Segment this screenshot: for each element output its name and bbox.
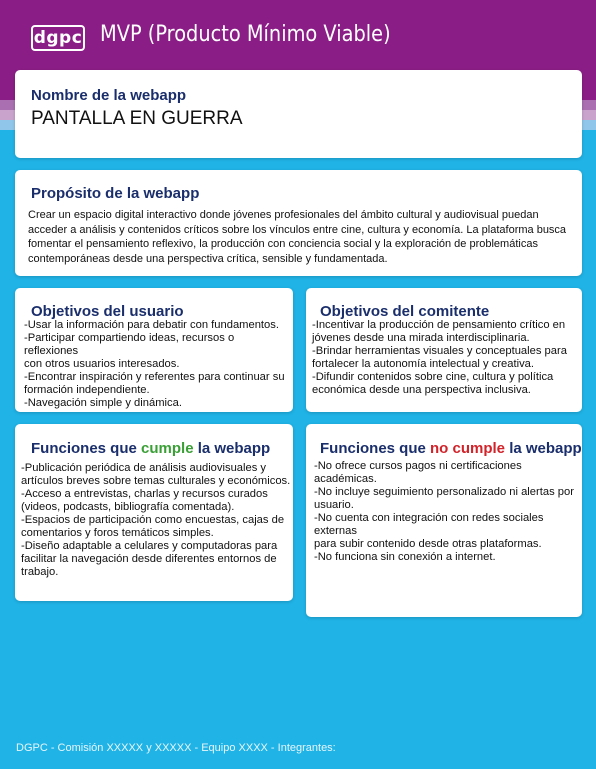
list-item: -Participar compartiendo ideas, recursos o reflexiones xyxy=(24,332,235,357)
functions-yes-label-start: Funciones que xyxy=(31,440,142,457)
purpose-card xyxy=(15,170,582,276)
list-item: -Acceso a entrevistas, charlas y recursos curados xyxy=(21,488,268,500)
footer-text: DGPC - Comisión XXXXX y XXXXX - Equipo XXXX - Integrantes: xyxy=(16,742,336,754)
list-item: formación independiente. xyxy=(24,384,150,396)
list-item: -Brindar herramientas visuales y conceptuales para xyxy=(312,345,567,357)
functions-yes-highlight: cumple xyxy=(141,440,194,457)
list-item: -Incentivar la producción de pensamiento crítico en xyxy=(312,319,566,331)
functions-no-list xyxy=(314,460,580,564)
list-item: -Publicación periódica de análisis audiovisuales y xyxy=(21,462,267,474)
list-item: (videos, podcasts, bibliografía comentada). xyxy=(21,501,235,513)
functions-no-highlight: no cumple xyxy=(430,440,506,457)
functions-no-card xyxy=(306,424,582,617)
list-item: comentarios y foros temáticos simples. xyxy=(21,527,214,539)
functions-no-label-end: la webapp xyxy=(505,440,582,457)
list-item: jóvenes desde una mirada interdisciplinaria. xyxy=(312,332,530,344)
list-item: -Difundir contenidos sobre cine, cultura y política xyxy=(312,371,554,383)
purpose-line: fomentar el pensamiento reflexivo, la producción con conciencia social y la exploración de problemáticas xyxy=(28,238,538,250)
functions-yes-label-end: la webapp xyxy=(193,440,271,457)
list-item: artículos breves sobre temas culturales y económicos. xyxy=(21,475,291,487)
list-item: -Diseño adaptable a celulares y computadoras para xyxy=(21,540,278,552)
webapp-name-card xyxy=(15,70,582,158)
user-goals-card xyxy=(15,288,293,412)
purpose-line: contemporáneas desde una perspectiva crítica, sensible y fundamentada. xyxy=(28,252,388,265)
user-goals-label: Objetivos del usuario xyxy=(31,303,184,320)
purpose-line: acceder a análisis y contenidos críticos sobre los vínculos entre cine, cultura y economía. La plataforma busca xyxy=(28,223,567,236)
list-item: usuario. xyxy=(314,499,354,511)
list-item: -Espacios de participación como encuestas, cajas de xyxy=(21,514,285,526)
functions-yes-list xyxy=(21,462,291,579)
list-item: fortalecer la autonomía intelectual y creativa. xyxy=(312,358,535,370)
list-item: -No funciona sin conexión a internet. xyxy=(314,551,496,563)
client-goals-list xyxy=(312,319,578,397)
list-item: -Navegación simple y dinámica. xyxy=(24,397,182,409)
list-item: -No incluye seguimiento personalizado ni alertas por xyxy=(314,486,574,498)
list-item: con otros usuarios interesados. xyxy=(24,358,180,370)
purpose-text xyxy=(28,208,578,266)
list-item: -Encontrar inspiración y referentes para continuar su xyxy=(24,371,285,383)
list-item: -No ofrece cursos pagos ni certificaciones académicas. xyxy=(314,460,522,485)
functions-yes-label xyxy=(31,440,270,457)
list-item: trabajo. xyxy=(21,566,59,578)
functions-yes-card xyxy=(15,424,293,601)
purpose-line: Crear un espacio digital interactivo donde jóvenes profesionales del ámbito cultural y audiovisual puedan xyxy=(28,209,539,221)
list-item: económica desde una perspectiva inclusiva. xyxy=(312,384,531,396)
user-goals-list xyxy=(24,319,290,410)
client-goals-card xyxy=(306,288,582,412)
list-item: -No cuenta con integración con redes sociales externas xyxy=(314,512,544,537)
page-title: MVP (Producto Mínimo Viable) xyxy=(100,22,391,47)
functions-no-label-start: Funciones que xyxy=(320,440,431,457)
webapp-name-value: PANTALLA EN GUERRA xyxy=(31,108,243,129)
list-item: para subir contenido desde otras plataformas. xyxy=(314,538,542,550)
client-goals-label: Objetivos del comitente xyxy=(320,303,490,320)
dgpc-logo: dgpc xyxy=(31,25,85,51)
purpose-label: Propósito de la webapp xyxy=(31,185,200,202)
list-item: -Usar la información para debatir con fundamentos. xyxy=(24,319,279,331)
functions-no-label xyxy=(320,440,582,457)
webapp-name-label: Nombre de la webapp xyxy=(31,87,187,104)
list-item: facilitar la navegación desde diferentes entornos de xyxy=(21,553,277,565)
